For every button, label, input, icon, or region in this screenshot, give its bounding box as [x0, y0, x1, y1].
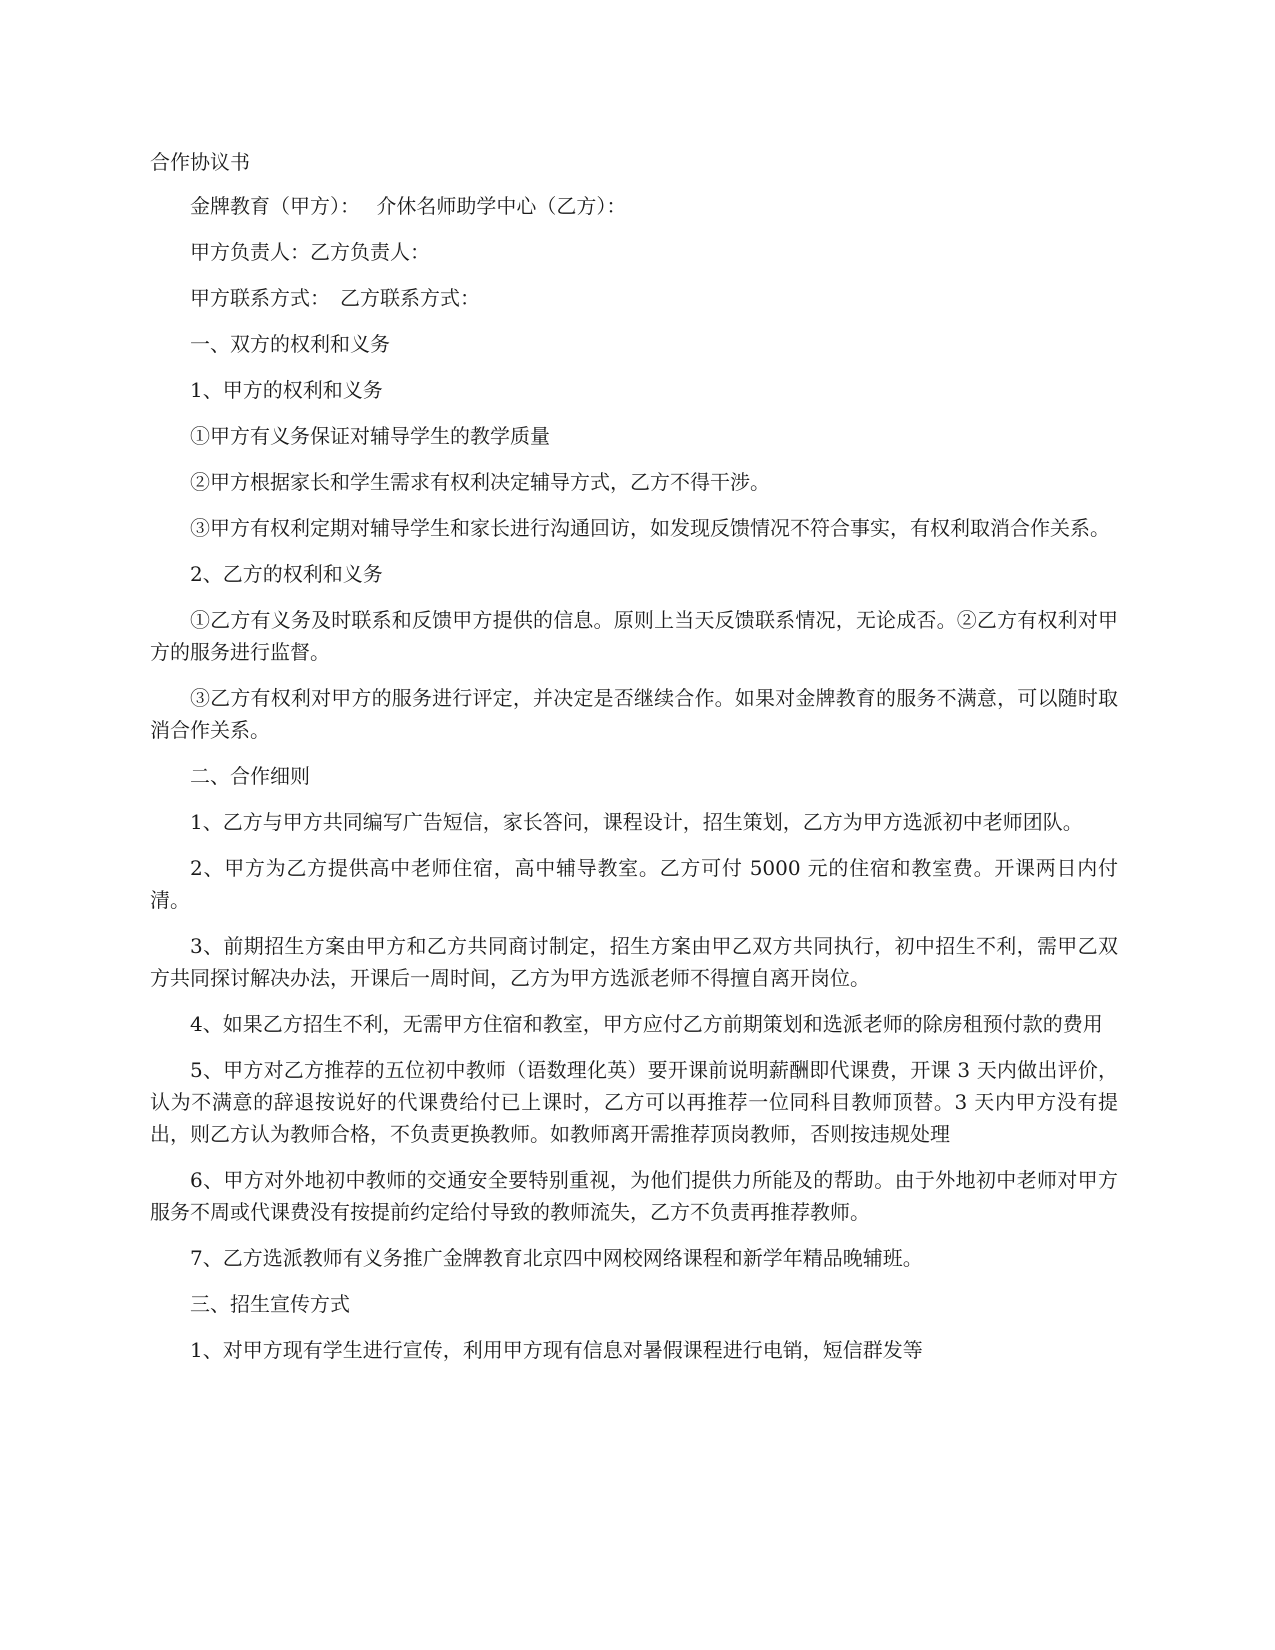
subsection-heading-party-b: 2、乙方的权利和义务	[190, 562, 383, 586]
party-a-clause-1: ①甲方有义务保证对辅导学生的教学质量	[190, 424, 550, 448]
document-title: 合作协议书	[150, 150, 250, 174]
detail-clause-4: 4、如果乙方招生不利，无需甲方住宿和教室，甲方应付乙方前期策划和选派老师的除房租预付款的费用	[190, 1012, 1103, 1036]
detail-clause-6: 6、甲方对外地初中教师的交通安全要特别重视，为他们提供力所能及的帮助。由于外地初中老师对甲方服务不周或代课费没有按提前约定给付导致的教师流失，乙方不负责再推荐教师。	[150, 1168, 1118, 1224]
promotion-clause-1: 1、对甲方现有学生进行宣传，利用甲方现有信息对暑假课程进行电销，短信群发等	[190, 1338, 923, 1362]
subsection-heading-party-a: 1、甲方的权利和义务	[190, 378, 383, 402]
responsible-persons: 甲方负责人：乙方负责人：	[190, 240, 430, 264]
document-body	[150, 146, 1118, 1380]
party-names: 金牌教育（甲方）： 介休名师助学中心（乙方）：	[190, 194, 627, 218]
detail-clause-5: 5、甲方对乙方推荐的五位初中教师（语数理化英）要开课前说明薪酬即代课费，开课 3 天内做出评价，认为不满意的辞退按说好的代课费给付已上课时，乙方可以再推荐一位同科目教师顶替。3 天内甲方没有提出，则乙方认为教师合格，不负责更换教师。如教师离开需推荐顶岗教师，否则按违规处理	[150, 1058, 1118, 1146]
contact-info: 甲方联系方式： 乙方联系方式：	[190, 286, 480, 310]
party-b-clause-3: ③乙方有权利对甲方的服务进行评定，并决定是否继续合作。如果对金牌教育的服务不满意，可以随时取消合作关系。	[150, 686, 1118, 742]
party-a-clause-3: ③甲方有权利定期对辅导学生和家长进行沟通回访，如发现反馈情况不符合事实，有权利取消合作关系。	[190, 516, 1110, 540]
detail-clause-2: 2、甲方为乙方提供高中老师住宿，高中辅导教室。乙方可付 5000 元的住宿和教室费。开课两日内付清。	[150, 856, 1118, 912]
party-a-clause-2: ②甲方根据家长和学生需求有权利决定辅导方式，乙方不得干涉。	[190, 470, 770, 494]
section-heading-promotion: 三、招生宣传方式	[190, 1292, 350, 1316]
detail-clause-7: 7、乙方选派教师有义务推广金牌教育北京四中网校网络课程和新学年精品晚辅班。	[190, 1246, 923, 1270]
detail-clause-3: 3、前期招生方案由甲方和乙方共同商讨制定，招生方案由甲乙双方共同执行，初中招生不利，需甲乙双方共同探讨解决办法，开课后一周时间，乙方为甲方选派老师不得擅自离开岗位。	[150, 934, 1118, 990]
party-b-clause-1-2: ①乙方有义务及时联系和反馈甲方提供的信息。原则上当天反馈联系情况，无论成否。②乙方有权利对甲方的服务进行监督。	[150, 608, 1118, 664]
section-heading-rights: 一、双方的权利和义务	[190, 332, 390, 356]
section-heading-details: 二、合作细则	[190, 764, 310, 788]
detail-clause-1: 1、乙方与甲方共同编写广告短信，家长答问，课程设计，招生策划，乙方为甲方选派初中老师团队。	[190, 810, 1083, 834]
